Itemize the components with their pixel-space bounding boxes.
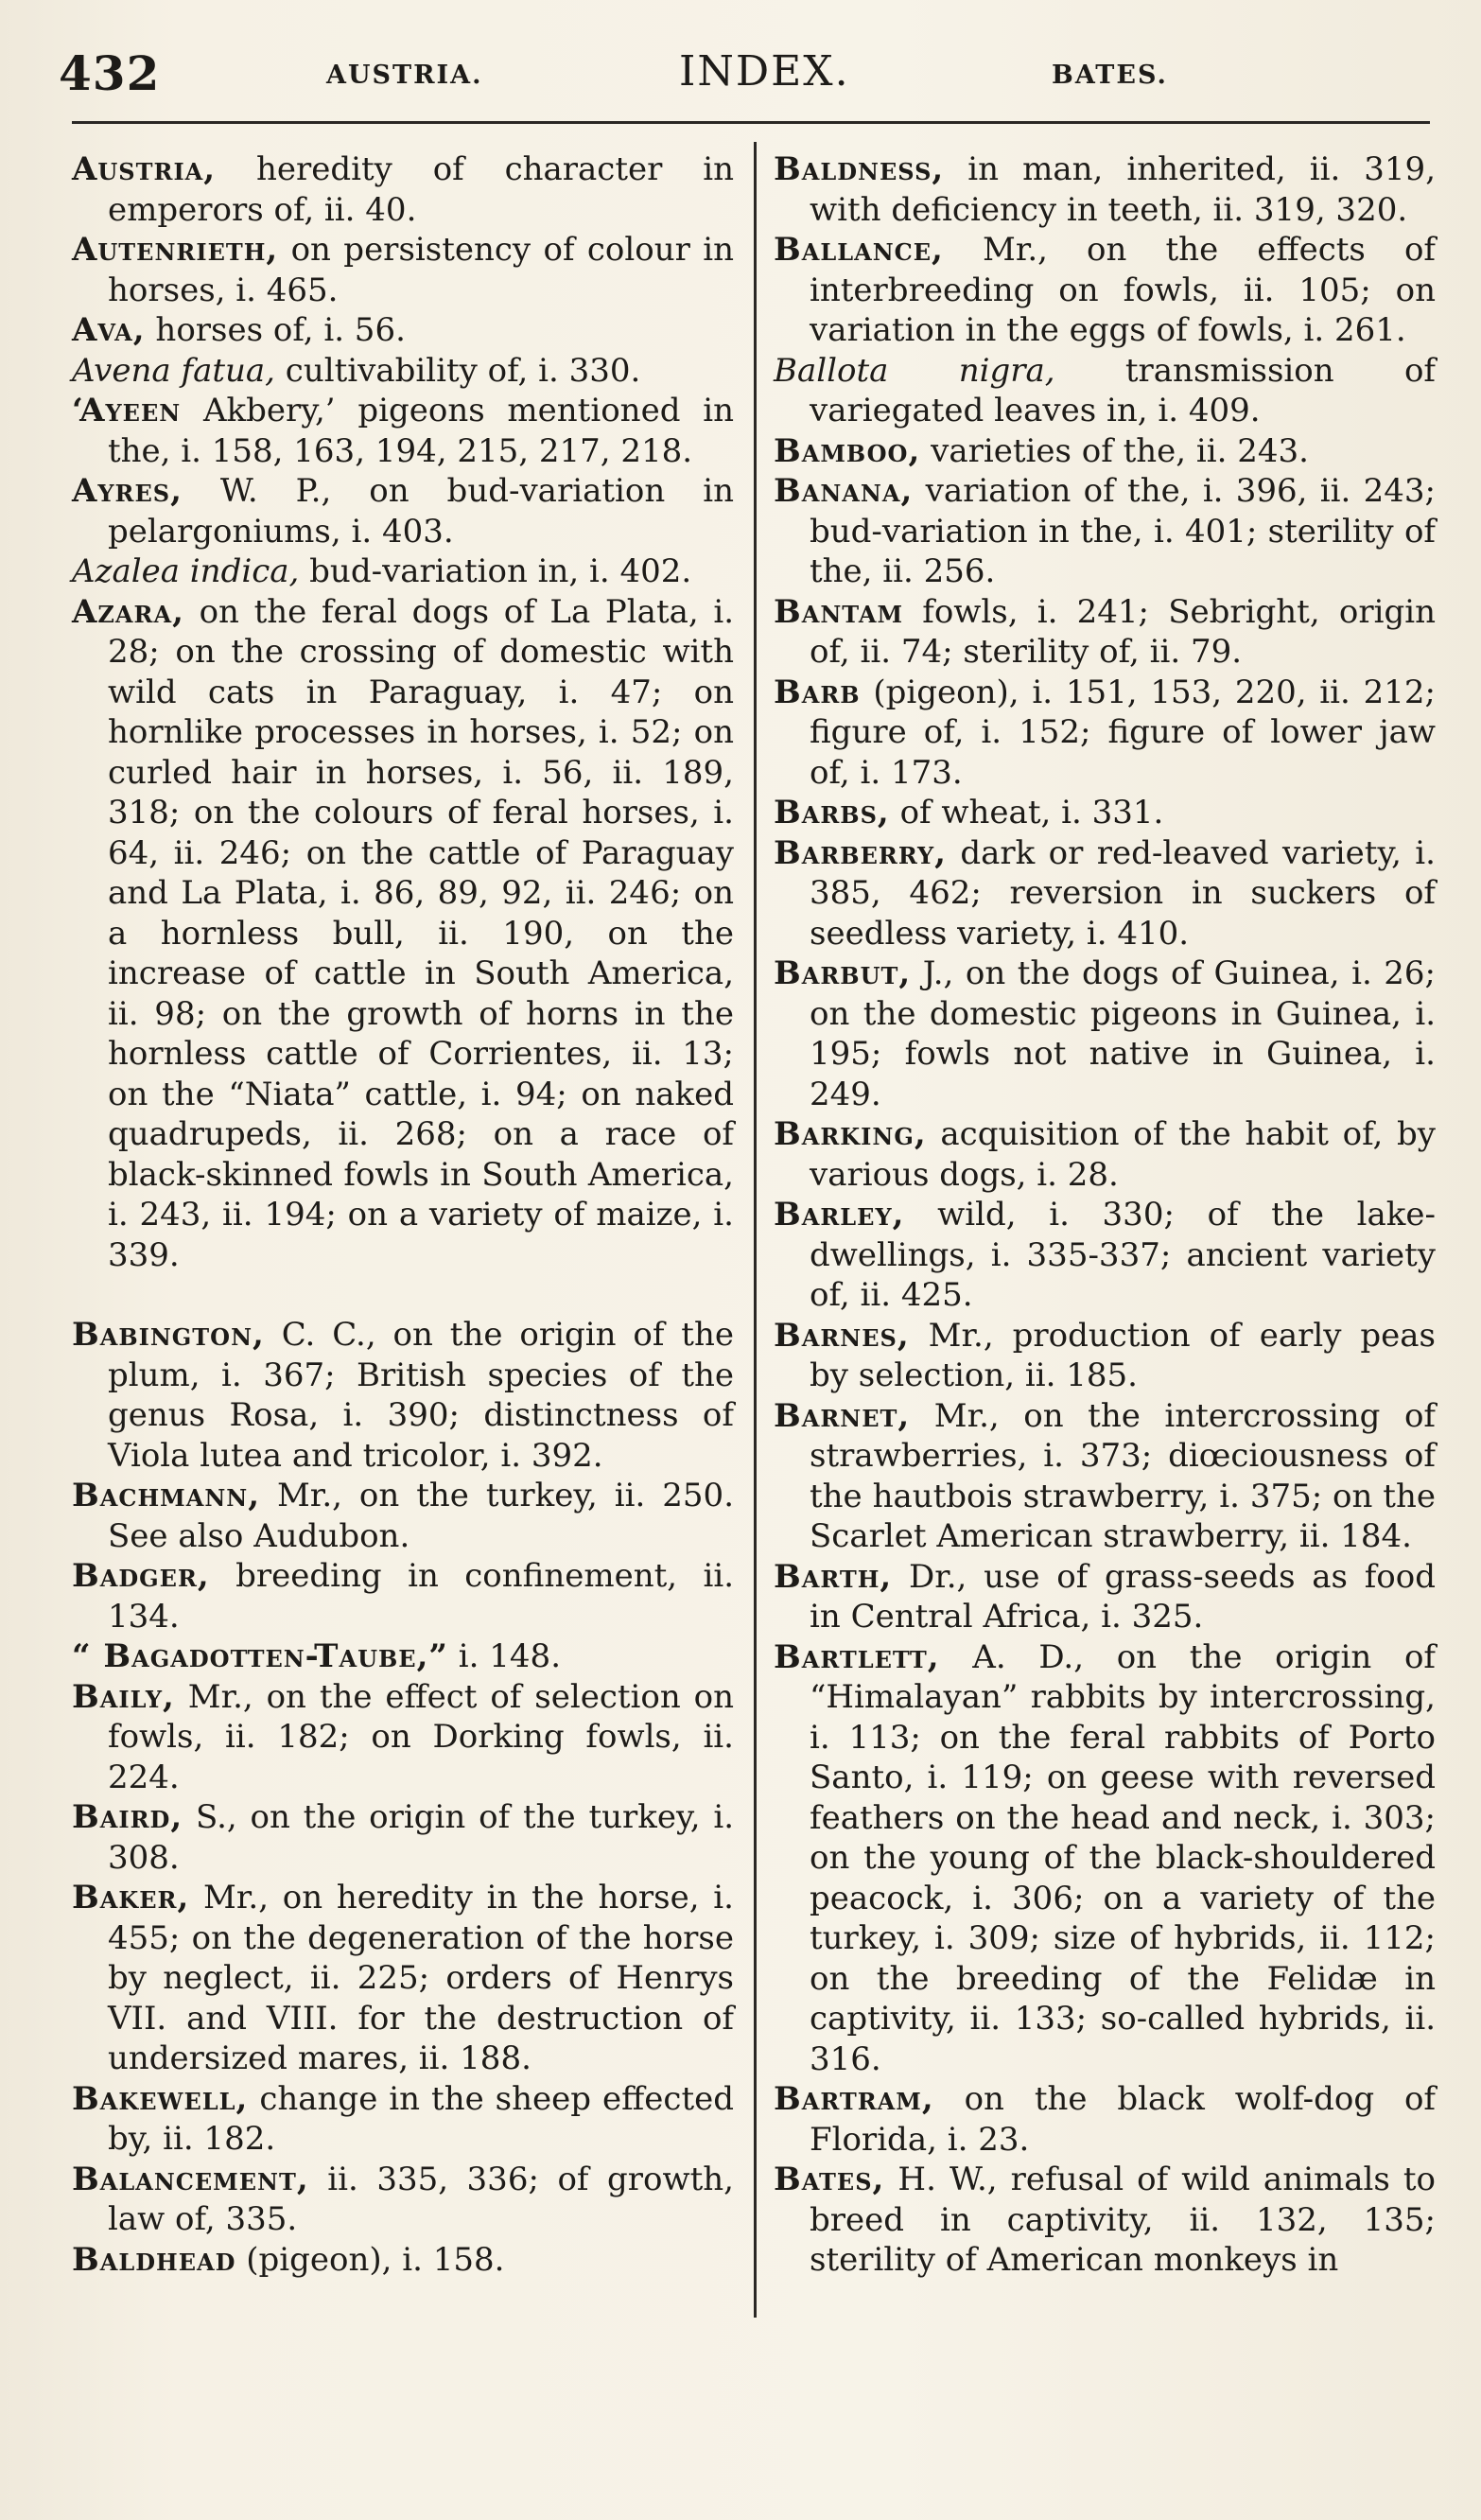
index-entry	[72, 149, 734, 230]
index-entry-text: Mr., on the turkey, ii. 250. See also Audubon.	[108, 1477, 734, 1555]
index-entry-text: of wheat, i. 331.	[889, 794, 1164, 831]
index-headword: Barbut,	[774, 954, 912, 992]
index-entry-text: on the feral dogs of La Plata, i. 28; on the crossing of domestic with wild cats in Paraguay, i. 47; on hornlike processes in horses, i. 52; on curled hair in horses, i. 56, ii. 189, 318; on the colours of feral horses, i. 64, ii. 246; on the cattle of Paraguay and La Plata, i. 86, 89, 92, ii. 246; on a hornless bull, ii. 190, on the increase of cattle in South America, ii. 98; on the growth of horns in the hornless cattle of Corrientes, ii. 13; on the “Niata” cattle, i. 94; on naked quadrupeds, ii. 268; on a race of black-skinned fowls in South America, i. 243, ii. 194; on a variety of maize, i. 339.	[108, 592, 734, 1274]
index-entry	[72, 1636, 734, 1677]
column-divider	[754, 142, 757, 2318]
index-headword: Austria,	[72, 150, 217, 188]
page-number: 432	[59, 45, 161, 101]
index-entry	[774, 1316, 1436, 1396]
index-entry	[774, 149, 1436, 230]
index-entry-text: C. C., on the origin of the plum, i. 367; British species of the genus Rosa, i. 390; distinctness of Viola lutea and tricolor, i. 392.	[108, 1316, 734, 1475]
index-entry-text: change in the sheep effected by, ii. 182.	[108, 2079, 734, 2158]
index-entry-text: H. W., refusal of wild animals to breed in captivity, ii. 132, 135; sterility of American monkeys in	[810, 2161, 1436, 2279]
index-entry-text: i. 148.	[448, 1637, 561, 1675]
index-entry	[774, 592, 1436, 673]
index-entry-text: on the black wolf-dog of Florida, i. 23.	[810, 2080, 1436, 2159]
index-headword: Badger,	[72, 1557, 210, 1595]
index-column-left	[72, 149, 734, 2280]
running-head-left: AUSTRIA.	[326, 61, 483, 90]
index-entry	[72, 1476, 734, 1556]
index-headword: Azalea indica,	[72, 552, 300, 590]
index-headword: Baily,	[72, 1677, 175, 1716]
index-entry-text: Mr., on heredity in the horse, i. 455; on the degeneration of the horse by neglect, ii. 225; orders of Henrys VII. and VIII. for the destruction of undersized mares, ii. 188.	[108, 1879, 734, 2077]
index-entry-text: varieties of the, ii. 243.	[920, 431, 1309, 470]
index-headword: Barnet,	[774, 1396, 911, 1435]
index-headword: Balancement,	[72, 2160, 309, 2198]
index-entry	[774, 954, 1436, 1114]
index-entry	[774, 673, 1436, 794]
index-entry	[72, 2079, 734, 2160]
index-entry-text: horses of, i. 56.	[145, 311, 406, 349]
index-entry	[72, 1315, 734, 1476]
index-entry	[72, 592, 734, 1276]
index-headword: Babington,	[72, 1316, 265, 1354]
index-headword: Ayres,	[72, 472, 183, 510]
index-entry	[72, 471, 734, 551]
index-headword: Ava,	[72, 311, 146, 349]
index-entry-text: wild, i. 330; of the lake-dwellings, i. 335-337; ancient variety of, ii. 425.	[810, 1196, 1436, 1314]
index-entry	[72, 1878, 734, 2079]
index-headword: Bates,	[774, 2161, 885, 2198]
index-headword: Azara,	[72, 592, 184, 631]
index-headword: Ballance,	[774, 231, 944, 269]
index-headword: Barberry,	[774, 833, 948, 872]
index-entry	[774, 1637, 1436, 2080]
index-headword: Barking,	[774, 1115, 927, 1153]
index-entry	[774, 793, 1436, 833]
index-entry-text: breeding in confinement, ii. 134.	[108, 1557, 734, 1636]
index-headword: Bachmann,	[72, 1477, 261, 1514]
index-entry	[774, 2079, 1436, 2160]
index-entry-text: Mr., on the effects of interbreeding on fowls, ii. 105; on variation in the eggs of fowls, i. 261.	[810, 231, 1436, 349]
index-headword: Barbs,	[774, 794, 890, 831]
index-entry	[774, 431, 1436, 472]
index-headword: Baird,	[72, 1798, 183, 1836]
index-entry	[774, 2160, 1436, 2281]
index-headword: Bantam	[774, 592, 904, 631]
index-entry-text: fowls, i. 241; Sebright, origin of, ii. 74; sterility of, ii. 79.	[810, 592, 1436, 671]
index-headword: Bamboo,	[774, 431, 921, 470]
index-entry	[72, 1797, 734, 1878]
running-head-title: INDEX.	[679, 47, 850, 96]
index-entry	[72, 391, 734, 471]
index-entry	[72, 2240, 734, 2281]
index-entry	[774, 1114, 1436, 1195]
index-headword: Barth,	[774, 1557, 893, 1596]
index-headword: Baldness,	[774, 150, 945, 188]
index-entry	[774, 471, 1436, 592]
index-entry-text: bud-variation in, i. 402.	[299, 552, 692, 590]
index-headword: Bartram,	[774, 2080, 934, 2118]
index-entry	[774, 1195, 1436, 1316]
index-headword: Baker,	[72, 1879, 190, 1916]
index-entry-text: Dr., use of grass-seeds as food in Central Africa, i. 325.	[810, 1557, 1436, 1636]
index-entry-text: variation of the, i. 396, ii. 243; bud-variation in the, i. 401; sterility of the, ii. 256.	[810, 472, 1436, 590]
index-entry	[72, 310, 734, 351]
index-column-right	[774, 149, 1436, 2281]
running-head	[0, 38, 1481, 104]
index-entry	[72, 551, 734, 592]
index-entry-text: dark or red-leaved variety, i. 385, 462; reversion in suckers of seedless variety, i. 410.	[810, 833, 1436, 953]
running-head-right: BATES.	[1052, 61, 1168, 90]
index-entry	[774, 351, 1436, 431]
index-entry	[774, 1396, 1436, 1557]
index-headword: Bartlett,	[774, 1637, 940, 1676]
index-entry-text: (pigeon), i. 151, 153, 220, ii. 212; figure of, i. 152; figure of lower jaw of, i. 173.	[810, 673, 1436, 792]
index-headword: Barnes,	[774, 1316, 910, 1355]
index-entry	[72, 1556, 734, 1636]
index-entry-text: Akbery,’ pigeons mentioned in the, i. 158, 163, 194, 215, 217, 218.	[108, 392, 734, 470]
index-entry	[72, 1677, 734, 1798]
index-headword: Barley,	[774, 1196, 905, 1234]
index-entry	[774, 833, 1436, 954]
index-headword: Autenrieth,	[72, 231, 279, 269]
index-entry-text: on persistency of colour in horses, i. 465.	[108, 231, 734, 309]
index-entry-text: Mr., on the intercrossing of strawberries, i. 373; diœciousness of the hautbois strawberry, i. 375; on the Scarlet American strawberry, ii. 184.	[810, 1396, 1436, 1555]
index-headword: ‘Ayeen	[72, 392, 182, 429]
index-entry-text: Mr., production of early peas by selection, ii. 185.	[810, 1316, 1436, 1394]
index-entry	[774, 230, 1436, 351]
index-entry	[774, 1557, 1436, 1637]
index-entry-text: ii. 335, 336; of growth, law of, 335.	[108, 2160, 734, 2238]
index-entry-text: transmission of variegated leaves in, i. 409.	[810, 351, 1436, 429]
index-entry	[72, 2160, 734, 2240]
index-headword: Ballota nigra,	[774, 351, 1055, 390]
index-entry-text: Mr., on the effect of selection on fowls, ii. 182; on Dorking fowls, ii. 224.	[108, 1677, 734, 1796]
index-entry-text: S., on the origin of the turkey, i. 308.	[108, 1798, 734, 1877]
index-entry-text: cultivability of, i. 330.	[274, 351, 641, 390]
index-entry-text: (pigeon), i. 158.	[235, 2240, 505, 2279]
index-headword: Banana,	[774, 472, 914, 510]
index-headword: “ Bagadotten-Taube,”	[72, 1637, 448, 1675]
index-entry-text: in man, inherited, ii. 319, with deficiency in teeth, ii. 319, 320.	[810, 150, 1436, 229]
index-entry	[72, 230, 734, 310]
index-entry-text: heredity of character in emperors of, ii. 40.	[108, 150, 734, 229]
index-headword: Bakewell,	[72, 2079, 249, 2118]
index-headword: Baldhead	[72, 2240, 236, 2279]
index-headword: Barb	[774, 673, 861, 711]
index-entry	[72, 351, 734, 392]
index-entry-text: W. P., on bud-variation in pelargoniums, i. 403.	[108, 472, 734, 551]
index-entry-text: J., on the dogs of Guinea, i. 26; on the domestic pigeons in Guinea, i. 195; fowls not native in Guinea, i. 249.	[810, 954, 1436, 1113]
index-entry-text: acquisition of the habit of, by various dogs, i. 28.	[810, 1115, 1436, 1194]
header-rule	[72, 121, 1430, 124]
index-entry-text: A. D., on the origin of “Himalayan” rabbits by intercrossing, i. 113; on the feral rabbits of Porto Santo, i. 119; on geese with reversed feathers on the head and neck, i. 303; on the young of the black-shouldered peacock, i. 306; on a variety of the turkey, i. 309; size of hybrids, ii. 112; on the breeding of the Felidæ in captivity, ii. 133; so-called hybrids, ii. 316.	[810, 1637, 1436, 2078]
index-headword: Avena fatua,	[72, 351, 275, 390]
